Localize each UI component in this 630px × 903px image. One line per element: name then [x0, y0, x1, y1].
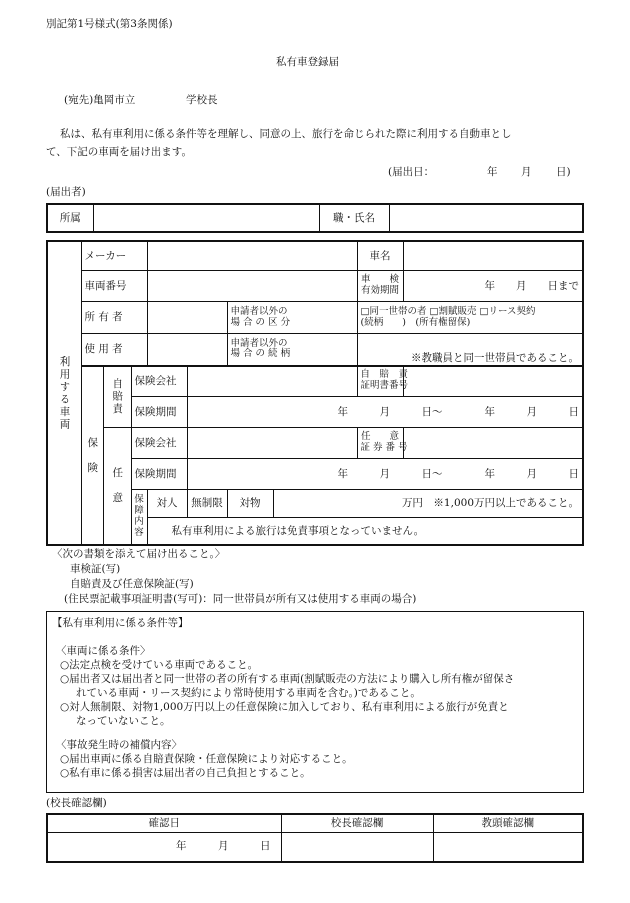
vice-principal-header: 教頭確認欄: [433, 814, 583, 832]
date-year: 年: [487, 166, 498, 178]
owner-label: 所 有 者: [81, 302, 147, 334]
compensation-heading: 〈事故発生時の補償内容〉: [56, 739, 182, 751]
intro-line-1: 私は、私有車利用に係る条件等を理解し、同意の上、旅行を命じられた際に利用する自動車とし: [60, 128, 512, 140]
maker-field[interactable]: [147, 241, 357, 271]
affiliation-field[interactable]: [93, 204, 319, 232]
compulsory-company-field[interactable]: [187, 366, 357, 397]
voluntary-cert-label: 任 意 証 券 番 号: [357, 427, 403, 458]
addressee-suffix: 学校長: [186, 94, 218, 106]
vice-principal-stamp-field[interactable]: [433, 832, 583, 862]
compulsory-period-label: 保険期間: [131, 397, 187, 428]
condition-item: ○届出者又は届出者と同一世帯の者の所有する車両(割賦販売の方法により購入し所有権が留保さ: [60, 673, 515, 685]
position-name-label: 職・氏名: [319, 204, 389, 232]
condition-item-cont: れている車両・リース契約により常時使用する車両を含む。)であること。: [76, 687, 421, 699]
conditions-title: 【私有車利用に係る条件等】: [52, 617, 189, 629]
form-number: 別記第1号様式(第3条関係): [46, 18, 173, 30]
voluntary-period-label: 保険期間: [131, 458, 187, 489]
vehicle-table: [46, 240, 584, 546]
compulsory-cert-label: 自 賠 責 証明書番号: [357, 366, 403, 397]
compensation-item: ○届出車両に係る自賠責保険・任意保険により対応すること。: [60, 753, 353, 765]
principal-section-label: (校長確認欄): [46, 797, 107, 809]
page-title: 私有車登録届: [276, 56, 339, 68]
voluntary-period-field[interactable]: 年 月 日～ 年 月 日: [187, 458, 583, 489]
compulsory-company-label: 保険会社: [131, 366, 187, 397]
plate-field[interactable]: [147, 271, 357, 302]
intro-line-2: て、下記の車両を届け出ます。: [46, 146, 192, 158]
condition-item-cont: なっていないこと。: [76, 715, 171, 727]
owner-field[interactable]: [147, 302, 227, 334]
compulsory-period-field[interactable]: 年 月 日～ 年 月 日: [187, 397, 583, 428]
car-name-field[interactable]: [403, 241, 583, 271]
user-relation-label: 申請者以外の 場 合 の 続 柄: [227, 334, 357, 366]
compulsory-label: 自賠責: [103, 366, 131, 428]
insurance-group-label: 保 険: [81, 366, 103, 545]
voluntary-company-field[interactable]: [187, 427, 357, 458]
owner-classification-label: 申請者以外の 場 合 の 区 分: [227, 302, 357, 334]
maker-label: メーカー: [81, 241, 147, 271]
user-label: 使 用 者: [81, 334, 147, 366]
inspection-period[interactable]: 年 月 日まで: [403, 271, 583, 302]
principal-stamp-field[interactable]: [281, 832, 433, 862]
compulsory-cert-field[interactable]: [403, 366, 583, 397]
docs-heading: 〈次の書類を添えて届け出ること。〉: [52, 548, 226, 560]
date-label: (届出日：: [388, 166, 435, 178]
property-amount[interactable]: 万円 ※1,000万円以上であること。: [273, 489, 583, 517]
inspection-label: 車 検 有効期間: [357, 271, 403, 302]
user-field[interactable]: [147, 334, 227, 366]
compensation-item: ○私有車に係る損害は届出者の自己負担とすること。: [60, 767, 311, 779]
confirm-date-field[interactable]: 年 月 日: [47, 832, 281, 862]
car-name-label: 車名: [357, 241, 403, 271]
principal-table: [46, 813, 584, 863]
condition-item: ○対人無制限、対物1,000万円以上の任意保険に加入しており、私有車利用による旅行が免責と: [60, 701, 509, 713]
addressee: (宛先)亀岡市立: [64, 94, 136, 106]
personal-label: 対人: [147, 489, 187, 517]
personal-value: 無制限: [187, 489, 227, 517]
applicant-label: (届出者): [46, 186, 86, 198]
position-name-field[interactable]: [389, 204, 583, 232]
principal-header: 校長確認欄: [281, 814, 433, 832]
docs-item: 自賠責及び任意保険証(写): [70, 578, 194, 590]
coverage-label: 保障内容: [131, 489, 147, 545]
exemption-note: 私有車利用による旅行は免責事項となっていません。: [147, 517, 583, 545]
vehicle-conditions-heading: 〈車両に係る条件〉: [56, 645, 151, 657]
owner-classification-options[interactable]: □同一世帯の者 □割賦販売 □リース契約 (続柄 ) (所有権留保): [357, 302, 583, 334]
voluntary-company-label: 保険会社: [131, 427, 187, 458]
user-note[interactable]: ※教職員と同一世帯員であること。: [357, 334, 583, 366]
voluntary-label: 任 意: [103, 427, 131, 545]
condition-item: ○法定点検を受けている車両であること。: [60, 659, 259, 671]
date-month: 月: [521, 166, 532, 178]
confirm-date-header: 確認日: [47, 814, 281, 832]
applicant-table: [46, 203, 584, 233]
affiliation-label: 所属: [47, 204, 93, 232]
date-day: 日): [556, 166, 571, 178]
vehicle-group-label: 利用する車両: [47, 241, 81, 545]
voluntary-cert-field[interactable]: [403, 427, 583, 458]
docs-item: (住民票記載事項証明書(写可)：同一世帯員が所有又は使用する車両の場合): [64, 593, 417, 605]
property-label: 対物: [227, 489, 273, 517]
docs-item: 車検証(写): [70, 563, 121, 575]
plate-label: 車両番号: [81, 271, 147, 302]
